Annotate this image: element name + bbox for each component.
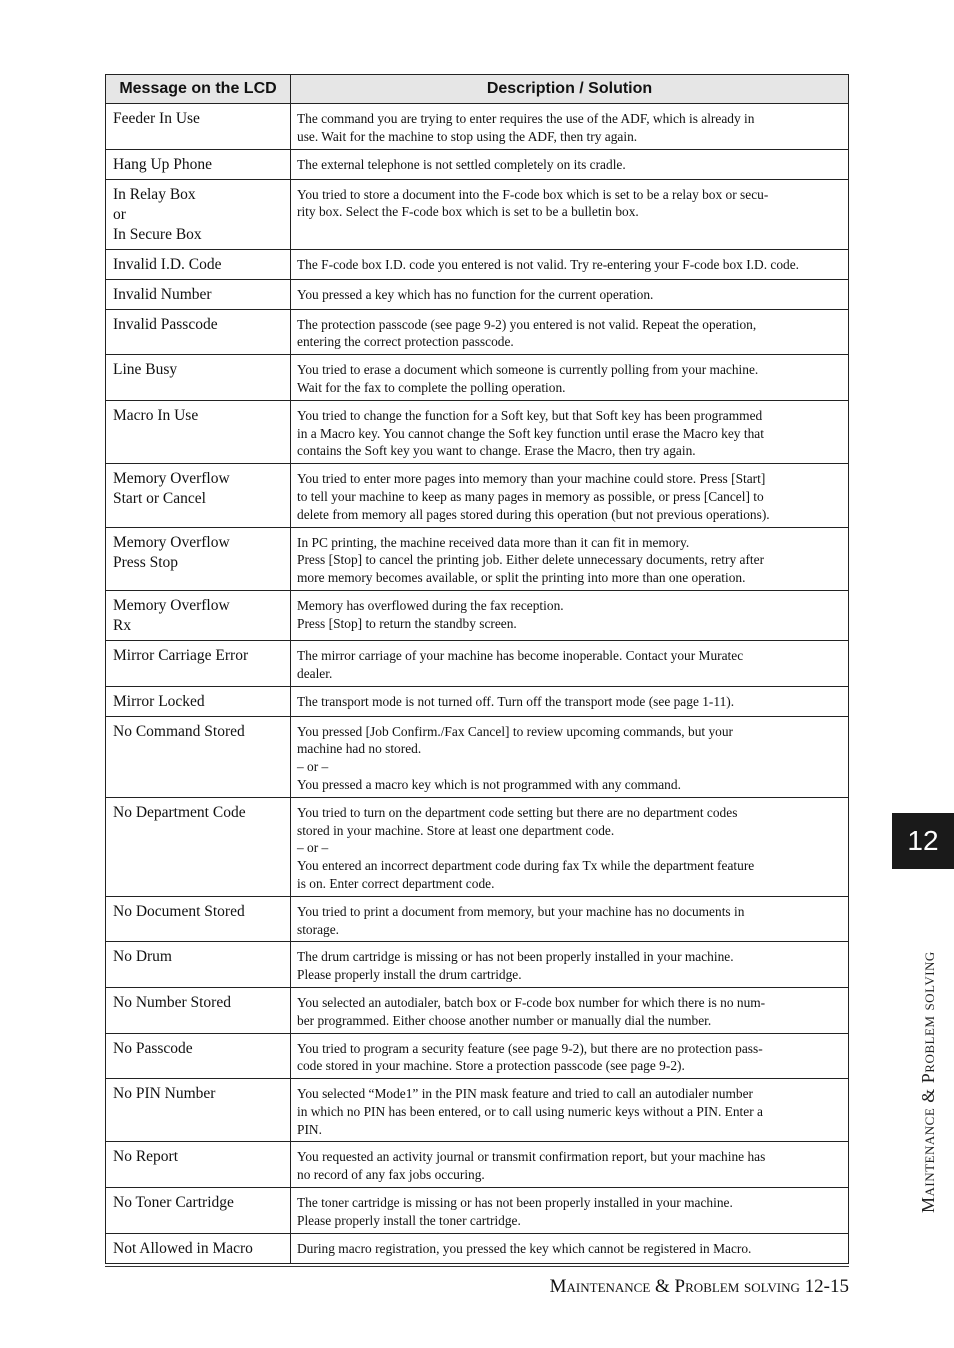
lcd-message: No Passcode: [106, 1033, 291, 1079]
page-footer: Maintenance & Problem solving 12-15: [549, 1276, 849, 1297]
message-description: The mirror carriage of your machine has become inoperable. Contact your Muratec dealer.: [291, 640, 849, 686]
lcd-message: No Toner Cartridge: [106, 1188, 291, 1234]
message-description: The drum cartridge is missing or has not been properly installed in your machine. Please properly install the drum cartridge.: [291, 942, 849, 988]
table-row: [106, 686, 849, 716]
table-row: [106, 309, 849, 355]
header-message: Message on the LCD: [106, 75, 291, 104]
lcd-message: No Department Code: [106, 797, 291, 896]
table-row: [106, 716, 849, 797]
table-row: [106, 149, 849, 179]
table-row: [106, 942, 849, 988]
side-section-title: Maintenance & Problem solving: [918, 951, 938, 1213]
message-description: You requested an activity journal or transmit confirmation report, but your machine has no record of any fax jobs occuring.: [291, 1142, 849, 1188]
lcd-message: Invalid I.D. Code: [106, 249, 291, 279]
message-description: You pressed [Job Confirm./Fax Cancel] to review upcoming commands, but your machine had no stored. – or – You pressed a macro key which is not programmed with any command.: [291, 716, 849, 797]
lcd-message: Macro In Use: [106, 400, 291, 463]
lcd-message: No Command Stored: [106, 716, 291, 797]
table-row: [106, 400, 849, 463]
message-description: In PC printing, the machine received data more than it can fit in memory. Press [Stop] to cancel the printing job. Either delete unnecessary documents, retry after more memory becomes available, or split the printing into more than one operation.: [291, 527, 849, 590]
message-description: You tried to enter more pages into memory than your machine could store. Press [Start] to tell your machine to keep as many pages in memory as possible, or press [Cancel] to delete from memory all pages stored during this operation (but not previous operations).: [291, 464, 849, 527]
message-description: You tried to erase a document which someone is currently polling from your machine. Wait for the fax to complete the polling operation.: [291, 355, 849, 401]
lcd-message: Memory Overflow Press Stop: [106, 527, 291, 590]
message-description: Memory has overflowed during the fax reception. Press [Stop] to return the standby screen.: [291, 590, 849, 640]
table-row: [106, 987, 849, 1033]
table-body: [106, 104, 849, 1264]
table-row: [106, 640, 849, 686]
lcd-message: Invalid Passcode: [106, 309, 291, 355]
table-row: [106, 279, 849, 309]
lcd-message: Line Busy: [106, 355, 291, 401]
lcd-message: Mirror Locked: [106, 686, 291, 716]
chapter-tab: 12: [892, 813, 954, 869]
lcd-message: No Report: [106, 1142, 291, 1188]
table-row: [106, 1188, 849, 1234]
table-row: [106, 797, 849, 896]
message-description: The F-code box I.D. code you entered is not valid. Try re-entering your F-code box I.D. code.: [291, 249, 849, 279]
lcd-message-table: [105, 74, 849, 1264]
lcd-message: Memory Overflow Start or Cancel: [106, 464, 291, 527]
table-row: [106, 104, 849, 150]
message-description: The external telephone is not settled completely on its cradle.: [291, 149, 849, 179]
message-description: During macro registration, you pressed the key which cannot be registered in Macro.: [291, 1233, 849, 1263]
message-description: The protection passcode (see page 9-2) you entered is not valid. Repeat the operation, entering the correct protection passcode.: [291, 309, 849, 355]
table-row: [106, 355, 849, 401]
message-description: You selected an autodialer, batch box or F-code box number for which there is no num- ber programmed. Either choose another number or manually dial the number.: [291, 987, 849, 1033]
table-row: [106, 179, 849, 249]
message-description: You pressed a key which has no function for the current operation.: [291, 279, 849, 309]
message-description: You tried to print a document from memory, but your machine has no documents in storage.: [291, 896, 849, 942]
lcd-message: In Relay Box or In Secure Box: [106, 179, 291, 249]
table-row: [106, 1033, 849, 1079]
lcd-message: Invalid Number: [106, 279, 291, 309]
table-row: [106, 249, 849, 279]
table-header-row: [106, 75, 849, 104]
table-row: [106, 464, 849, 527]
table-row: [106, 1233, 849, 1263]
message-description: The transport mode is not turned off. Turn off the transport mode (see page 1-11).: [291, 686, 849, 716]
message-description: You tried to change the function for a Soft key, but that Soft key has been programmed in a Macro key. You cannot change the Soft key function until erase the Macro key that contains the Soft key you want to change. Erase the Macro, then try again.: [291, 400, 849, 463]
header-description: Description / Solution: [291, 75, 849, 104]
lcd-message: No PIN Number: [106, 1079, 291, 1142]
footer-rule: [105, 1266, 849, 1267]
lcd-message: No Document Stored: [106, 896, 291, 942]
message-description: You tried to store a document into the F-code box which is set to be a relay box or secu- rity box. Select the F-code box which is set to be a bulletin box.: [291, 179, 849, 249]
table-row: [106, 1079, 849, 1142]
table-row: [106, 527, 849, 590]
table-row: [106, 1142, 849, 1188]
lcd-message: Mirror Carriage Error: [106, 640, 291, 686]
message-description: You selected “Mode1” in the PIN mask feature and tried to call an autodialer number in which no PIN has been entered, or to call using numeric keys without a PIN. Enter a PIN.: [291, 1079, 849, 1142]
lcd-message: Hang Up Phone: [106, 149, 291, 179]
message-description: You tried to program a security feature (see page 9-2), but there are no protection pass- code stored in your machine. Store a protection passcode (see page 9-2).: [291, 1033, 849, 1079]
message-description: The toner cartridge is missing or has not been properly installed in your machine. Please properly install the toner cartridge.: [291, 1188, 849, 1234]
lcd-message: No Number Stored: [106, 987, 291, 1033]
message-description: You tried to turn on the department code setting but there are no department codes stored in your machine. Store at least one department code. – or – You entered an incorrect department code during fax Tx while the department feature is on. Enter correct department code.: [291, 797, 849, 896]
message-description: The command you are trying to enter requires the use of the ADF, which is already in use. Wait for the machine to stop using the ADF, then try again.: [291, 104, 849, 150]
lcd-message: Feeder In Use: [106, 104, 291, 150]
lcd-message: Not Allowed in Macro: [106, 1233, 291, 1263]
table-row: [106, 896, 849, 942]
lcd-message: No Drum: [106, 942, 291, 988]
table-row: [106, 590, 849, 640]
lcd-message: Memory Overflow Rx: [106, 590, 291, 640]
